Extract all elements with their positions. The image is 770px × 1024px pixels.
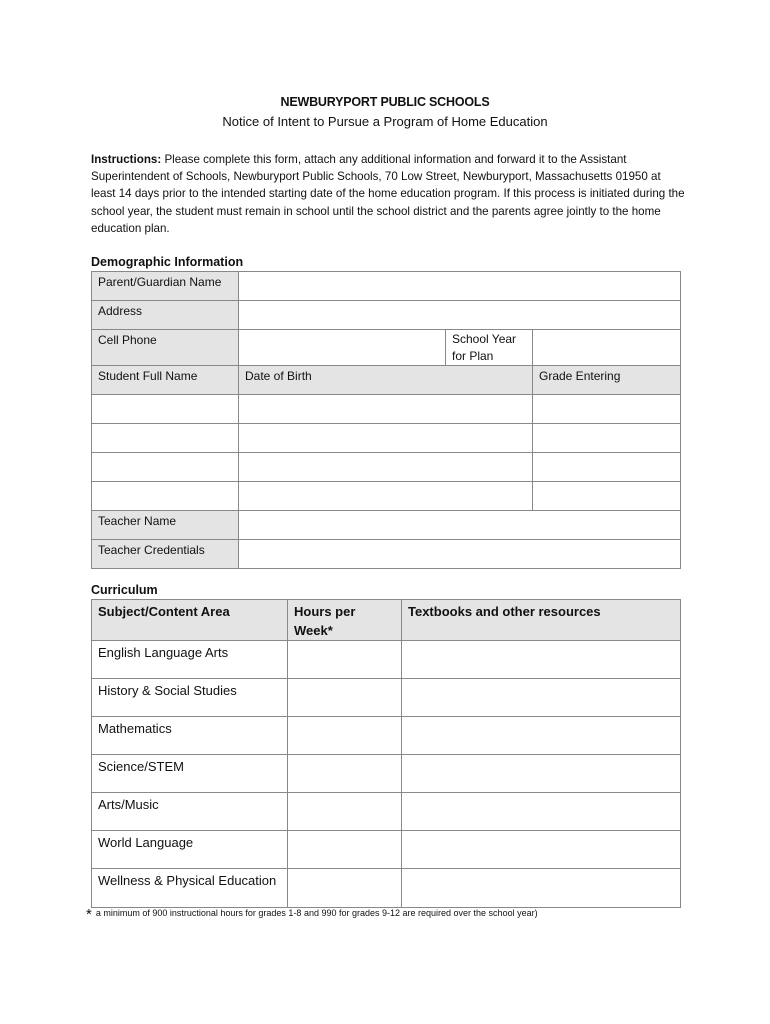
demographic-heading: Demographic Information (91, 255, 244, 269)
hours-field[interactable] (288, 793, 402, 831)
curriculum-heading: Curriculum (91, 583, 158, 597)
address-field[interactable] (239, 301, 681, 330)
student-name-field[interactable] (92, 453, 239, 482)
resources-field[interactable] (402, 793, 681, 831)
subject-label: History & Social Studies (92, 679, 288, 717)
address-label: Address (92, 301, 239, 330)
curriculum-table (91, 599, 681, 908)
student-name-field[interactable] (92, 395, 239, 424)
grade-field[interactable] (533, 395, 681, 424)
parent-name-field[interactable] (239, 272, 681, 301)
resources-field[interactable] (402, 755, 681, 793)
dob-field[interactable] (239, 424, 533, 453)
hours-field[interactable] (288, 755, 402, 793)
cell-phone-field[interactable] (239, 330, 446, 366)
dob-field[interactable] (239, 482, 533, 511)
cell-phone-label: Cell Phone (92, 330, 239, 366)
instructions-label: Instructions: (91, 153, 162, 166)
subject-label: Mathematics (92, 717, 288, 755)
hours-field[interactable] (288, 831, 402, 869)
footnote-star: * (86, 906, 92, 923)
resources-field[interactable] (402, 717, 681, 755)
resources-column-header: Textbooks and other resources (402, 600, 681, 641)
instructions-paragraph (91, 151, 686, 237)
resources-field[interactable] (402, 869, 681, 908)
instructions-text: Please complete this form, attach any additional information and forward it to the Assistant Superintendent of Schools, Newburyport Public Schools, 70 Low Street, Newburyport, Massachusetts 01950 at least 14 days prior to the intended starting date of the home education program. If this process is initiated during the school year, the student must remain in school until the school district and the parents agree jointly to the home education plan. (91, 153, 685, 235)
student-name-field[interactable] (92, 424, 239, 453)
teacher-credentials-field[interactable] (239, 540, 681, 569)
grade-field[interactable] (533, 424, 681, 453)
student-name-field[interactable] (92, 482, 239, 511)
hours-field[interactable] (288, 679, 402, 717)
dob-field[interactable] (239, 453, 533, 482)
school-year-label: School Year for Plan (446, 330, 533, 366)
page-subtitle: Notice of Intent to Pursue a Program of Home Education (222, 114, 548, 129)
subject-column-header: Subject/Content Area (92, 600, 288, 641)
hours-field[interactable] (288, 717, 402, 755)
resources-field[interactable] (402, 679, 681, 717)
grade-field[interactable] (533, 453, 681, 482)
dob-field[interactable] (239, 395, 533, 424)
subject-label: English Language Arts (92, 641, 288, 679)
subject-label: World Language (92, 831, 288, 869)
grade-header: Grade Entering (533, 366, 681, 395)
subject-label: Wellness & Physical Education (92, 869, 288, 908)
footnote-text: a minimum of 900 instructional hours for grades 1-8 and 990 for grades 9-12 are required over the school year) (95, 908, 538, 918)
student-name-header: Student Full Name (92, 366, 239, 395)
teacher-credentials-label: Teacher Credentials (92, 540, 239, 569)
footnote (86, 906, 538, 923)
school-year-field[interactable] (533, 330, 681, 366)
parent-name-label: Parent/Guardian Name (92, 272, 239, 301)
resources-field[interactable] (402, 831, 681, 869)
resources-field[interactable] (402, 641, 681, 679)
demographic-table (91, 271, 681, 569)
teacher-name-label: Teacher Name (92, 511, 239, 540)
subject-label: Arts/Music (92, 793, 288, 831)
subject-label: Science/STEM (92, 755, 288, 793)
grade-field[interactable] (533, 482, 681, 511)
hours-column-header: Hours per Week* (288, 600, 402, 641)
hours-field[interactable] (288, 869, 402, 908)
teacher-name-field[interactable] (239, 511, 681, 540)
page-title: NEWBURYPORT PUBLIC SCHOOLS (280, 95, 490, 109)
hours-field[interactable] (288, 641, 402, 679)
dob-header: Date of Birth (239, 366, 533, 395)
